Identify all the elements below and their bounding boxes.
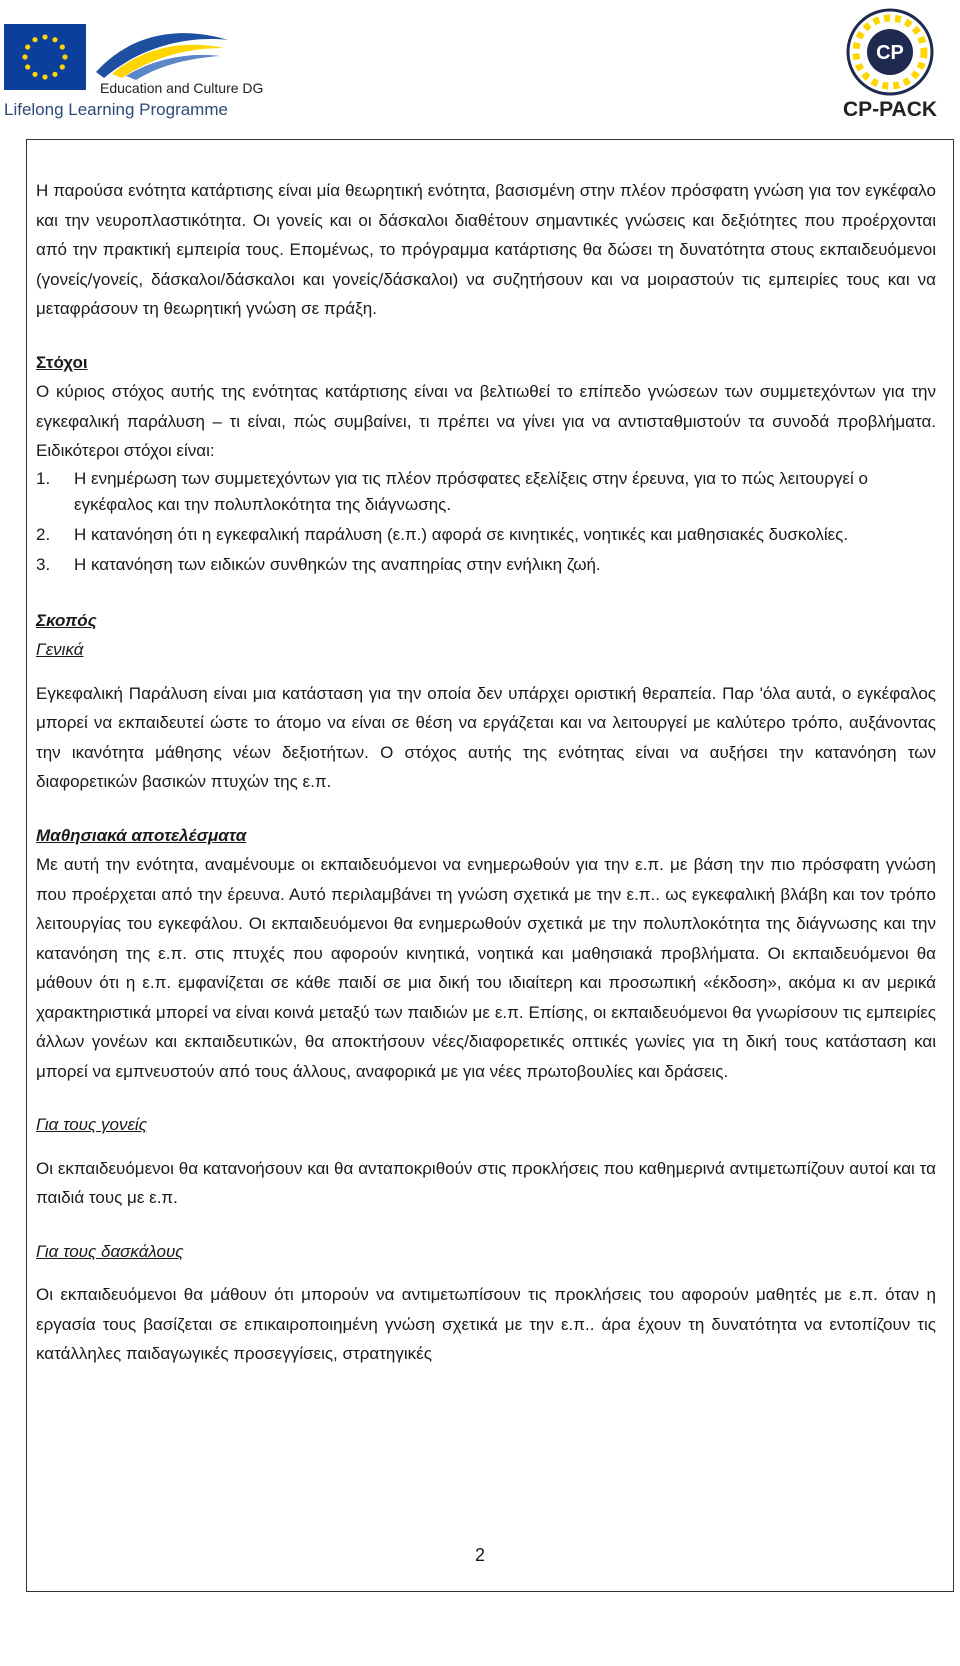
- list-number: 2.: [36, 524, 51, 544]
- goals-paragraph: Ο κύριος στόχος αυτής της ενότητας κατάρτισης είναι να βελτιωθεί το επίπεδο γνώσεων των συμμετεχόντων για την εγκεφαλική παράλυση – τι είναι, πώς συμβαίνει, τι πρέπει να γίνει για να αντισταθμιστούν τα συνοδά προβλήματα. Ειδικότεροι στόχοι είναι:: [36, 382, 936, 460]
- outcomes-paragraph: Με αυτή την ενότητα, αναμένουμε οι εκπαιδευόμενοι να ενημερωθούν για την ε.π. με βάση την πιο πρόσφατη γνώση που προέρχεται από την έρευνα. Αυτό περιλαμβάνει τη γνώση σχετικά με την ε.π.. ως εγκεφαλική βλάβη και τον τρόπο λειτουργίας του εγκεφάλου. Οι εκπαιδευόμενοι θα ενημερωθούν σχετικά με την πολυπλοκότητα της διάγνωσης και την κατανόηση της ε.π. στις πτυχές που αφορούν κινητικά, νοητικά και μαθησιακά προβλήματα. Οι εκπαιδευόμενοι θα μάθουν ότι η ε.π. εμφανίζεται σε κάθε παιδί σε μια δική του ιδιαίτερη και προσωπική «έκδοση», ακόμα κι αν μερικά χαρακτηριστικά μπορεί να είναι κοινά μεταξύ των παιδιών με ε.π. Επίσης, οι εκπαιδευόμενοι θα γνωρίσουν τις εμπειρίες άλλων γονέων και εκπαιδευτικών, θα αποκτήσουν νέες/διαφορετικές οπτικές γωνίες για τη δική τους κατάσταση και μπορεί να εμπνευστούν από τους άλλους, αναφορικά με για νέες πρωτοβουλίες και δράσεις.: [36, 855, 936, 1081]
- parents-paragraph: Οι εκπαιδευόμενοι θα κατανοήσουν και θα ανταποκριθούν στις προκλήσεις που καθημερινά αντιμετωπίζουν αυτοί και τα παιδιά τους με ε.π.: [36, 1158, 936, 1207]
- purpose-heading: Σκοπός: [36, 610, 97, 630]
- page-number: 2: [474, 1545, 485, 1565]
- list-number: 3.: [36, 554, 51, 574]
- page-header: [0, 0, 960, 130]
- list-item: [36, 522, 936, 548]
- general-subheading: Γενικά: [36, 640, 84, 659]
- parents-subheading: Για τους γονείς: [36, 1115, 147, 1134]
- eu-llp-logo: [4, 22, 264, 126]
- list-item: [36, 466, 936, 518]
- goals-list: [36, 466, 936, 578]
- eu-dg-label: Education and Culture DG: [100, 80, 264, 96]
- outcomes-heading: Μαθησιακά αποτελέσματα: [36, 825, 247, 845]
- list-text: Η κατανόηση ότι η εγκεφαλική παράλυση (ε.π.) αφορά σε κινητικές, νοητικές και μαθησιακές δυσκολίες.: [74, 524, 849, 544]
- cp-pack-title: CP-PACK: [842, 98, 938, 121]
- cp-pack-emblem-icon: [838, 6, 942, 98]
- eu-flag-icon: [4, 24, 86, 90]
- svg-text:CP: CP: [876, 42, 904, 64]
- teachers-subheading: Για τους δασκάλους: [36, 1241, 184, 1261]
- teachers-paragraph: Οι εκπαιδευόμενοι θα μάθουν ότι μπορούν να αντιμετωπίσουν τις προκλήσεις του αφορούν μαθητές με ε.π. όταν η εργασία τους βασίζεται σε επικαιροποιημένη γνώση σχετικά με την ε.π.. άρα έχουν τη δυνατότητα να εντοπίζουν τις κατάλληλες παιδαγωγικές προσεγγίσεις, στρατηγικές: [36, 1285, 936, 1363]
- list-item: [36, 552, 936, 578]
- list-text: Η ενημέρωση των συμμετεχόντων για τις πλέον πρόσφατες εξελίξεις στην έρευνα, για το πώς λειτουργεί ο εγκέφαλος και την πολυπλοκότητα της διάγνωσης.: [74, 468, 868, 514]
- cp-pack-logo: [838, 6, 942, 124]
- document-body: [36, 176, 936, 1369]
- general-paragraph: Εγκεφαλική Παράλυση είναι μια κατάσταση για την οποία δεν υπάρχει οριστική θεραπεία. Παρ 'όλα αυτά, ο εγκέφαλος μπορεί να εκπαιδευτεί ώστε το άτομο να είναι σε θέση να εργάζεται και να λειτουργεί με καλύτερο τρόπο, αυξάνοντας την ικανότητα μάθησης νέων δεξιοτήτων. Ο στόχος αυτής της ενότητας είναι να αυξήσει την κατανόηση των διαφορετικών βασικών πτυχών της ε.π.: [36, 683, 936, 791]
- eu-wave-icon: [92, 22, 232, 86]
- intro-paragraph: Η παρούσα ενότητα κατάρτισης είναι μία θεωρητική ενότητα, βασισμένη στην πλέον πρόσφατη γνώση για τον εγκέφαλο και την νευροπλαστικότητα. Οι γονείς και οι δάσκαλοι διαθέτουν σημαντικές γνώσεις και δεξιότητες που προέρχονται από την πρακτική εμπειρία τους. Επομένως, το πρόγραμμα κατάρτισης θα δώσει τη δυνατότητα στους εκπαιδευόμενοι (γονείς/γονείς, δάσκαλοι/δάσκαλοι και γονείς/δάσκαλοι) να συζητήσουν και να μοιραστούν τις εμπειρίες τους και να μεταφράσουν τη θεωρητική γνώση σε πράξη.: [36, 181, 936, 318]
- goals-heading: Στόχοι: [36, 352, 88, 372]
- llp-label: Lifelong Learning Programme: [4, 100, 228, 119]
- list-number: 1.: [36, 468, 51, 488]
- list-text: Η κατανόηση των ειδικών συνθηκών της αναπηρίας στην ενήλικη ζωή.: [74, 554, 601, 574]
